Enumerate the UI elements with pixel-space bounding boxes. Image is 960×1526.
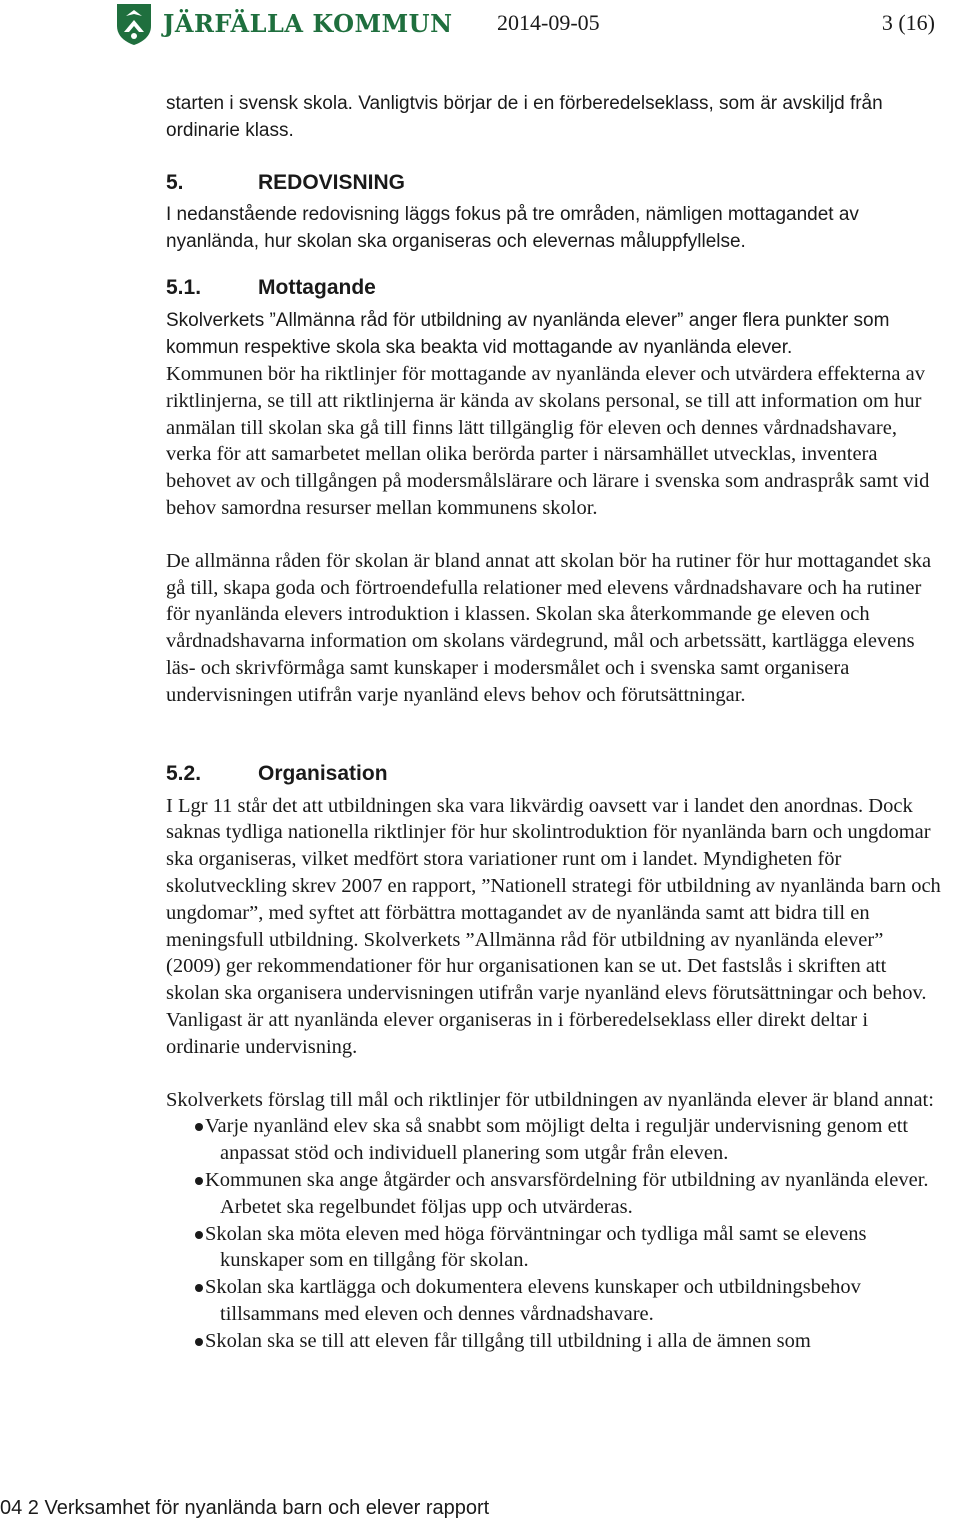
list-item: Varje nyanländ elev ska så snabbt som möjligt delta i reguljär undervisning genom ett anpassat stöd och individuell planering som utgår från eleven. [166, 1113, 941, 1167]
section-title: REDOVISNING [258, 171, 406, 194]
document-body [166, 90, 941, 1355]
section-number: 5. [166, 171, 184, 194]
section-number: 5.1. [166, 276, 202, 299]
section-title: Organisation [258, 761, 388, 785]
list-item: Skolan ska möta eleven med höga förväntningar och tydliga mål samt se elevens kunskaper som en tillgång för skolan. [166, 1221, 941, 1275]
section-5-2-paragraph-2: Skolverkets förslag till mål och riktlinjer för utbildningen av nyanlända elever är bland annat: [166, 1088, 934, 1111]
intro-paragraph: starten i svensk skola. Vanligtvis börjar de i en förberedelseklass, som är avskiljd från ordinarie klass. [166, 93, 883, 141]
section-5-heading [166, 170, 941, 196]
section-5-1-intro: Skolverkets ”Allmänna råd för utbildning av nyanlända elever” anger flera punkter som kommun respektive skola ska beakta vid mottagande av nyanlända elever. [166, 310, 890, 358]
header-date: 2014-09-05 [497, 10, 600, 35]
section-number: 5.2. [166, 761, 202, 785]
guideline-list [166, 1113, 941, 1354]
section-5-1-paragraph-2: De allmänna råden för skolan är bland annat att skolan bör ha rutiner för hur mottagandet ska gå till, skapa goda och förtroendefulla relationer med elevens vårdnadshavare och ha rutiner för nyanlända elevers introduktion i klassen. Skolan ska återkommande ge eleven och vårdnadshavarna information om skolans värdegrund, mål och arbetssätt, kartlägga elevens läs- och skrivförmåga samt kunskaper i modersmålet och i svenska samt organisera undervisningen utifrån varje nyanländ elevs behov och förutsättningar. [166, 549, 932, 706]
section-title: Mottagande [258, 276, 376, 299]
section-5-1-paragraph: Kommunen bör ha riktlinjer för mottagande av nyanlända elever och utvärdera effekterna av riktlinjerna, se till att riktlinjerna är kända av skolans personal, se till att information om hur anmälan till skolan ska gå till finns lätt tillgänglig för eleven och dennes vårdnadshavare, verka för att samarbetet mellan olika berörda parter i närsamhället utvecklas, inventera behovet av och tillgången på modersmålslärare och lärare i svenska som andraspråk samt vid behov samordna resurser mellan kommunens skolor. [166, 363, 930, 519]
list-item: Kommunen ska ange åtgärder och ansvarsfördelning för utbildning av nyanlända elever. Arbetet ska regelbundet följas upp och utvärderas. [166, 1167, 941, 1221]
list-item: Skolan ska se till att eleven får tillgång till utbildning i alla de ämnen som [166, 1328, 941, 1355]
section-5-1-heading [166, 275, 941, 301]
section-5-2-heading [166, 761, 941, 787]
section-5-2-paragraph: I Lgr 11 står det att utbildningen ska vara likvärdig oavsett var i landet den anordnas. Dock saknas tydliga nationella riktlinjer för hur skolintroduktion för nyanlända barn och ungdomar ska organiseras, vilket medfört stora variationer runt om i landet. Myndigheten för skolutveckling skrev 2007 en rapport, ”Nationell strategi för utbildning av nyanlända barn och ungdomar”, med syftet att förbättra mottagandet av de nyanlända samt att bidra till en meningsfull utbildning. Skolverkets ”Allmänna råd för utbildning av nyanlända elever” (2009) ger rekommendationer för hur organisationen kan se ut. Det fastslås i skriften att skolan ska organisera undervisningen utifrån varje nyanländ elevs förutsättningar och behov. Vanligast är att nyanlända elever organiseras in i förberedelseklass eller direkt deltar i ordinarie undervisning. [166, 794, 941, 1058]
logo-text: JÄRFÄLLA KOMMUN [163, 8, 453, 38]
page-number: 3 (16) [881, 10, 935, 35]
section-5-text: I nedanstående redovisning läggs fokus på tre områden, nämligen mottagandet av nyanlända, hur skolan ska organiseras och elevernas måluppfyllelse. [166, 204, 859, 252]
document-footer: 04 2 Verksamhet för nyanlända barn och elever rapport [0, 1497, 490, 1519]
coat-of-arms-icon [115, 2, 153, 46]
list-item: Skolan ska kartlägga och dokumentera elevens kunskaper och utbildningsbehov tillsammans med eleven och dennes vårdnadshavare. [166, 1274, 941, 1328]
kommun-logo [115, 2, 453, 46]
